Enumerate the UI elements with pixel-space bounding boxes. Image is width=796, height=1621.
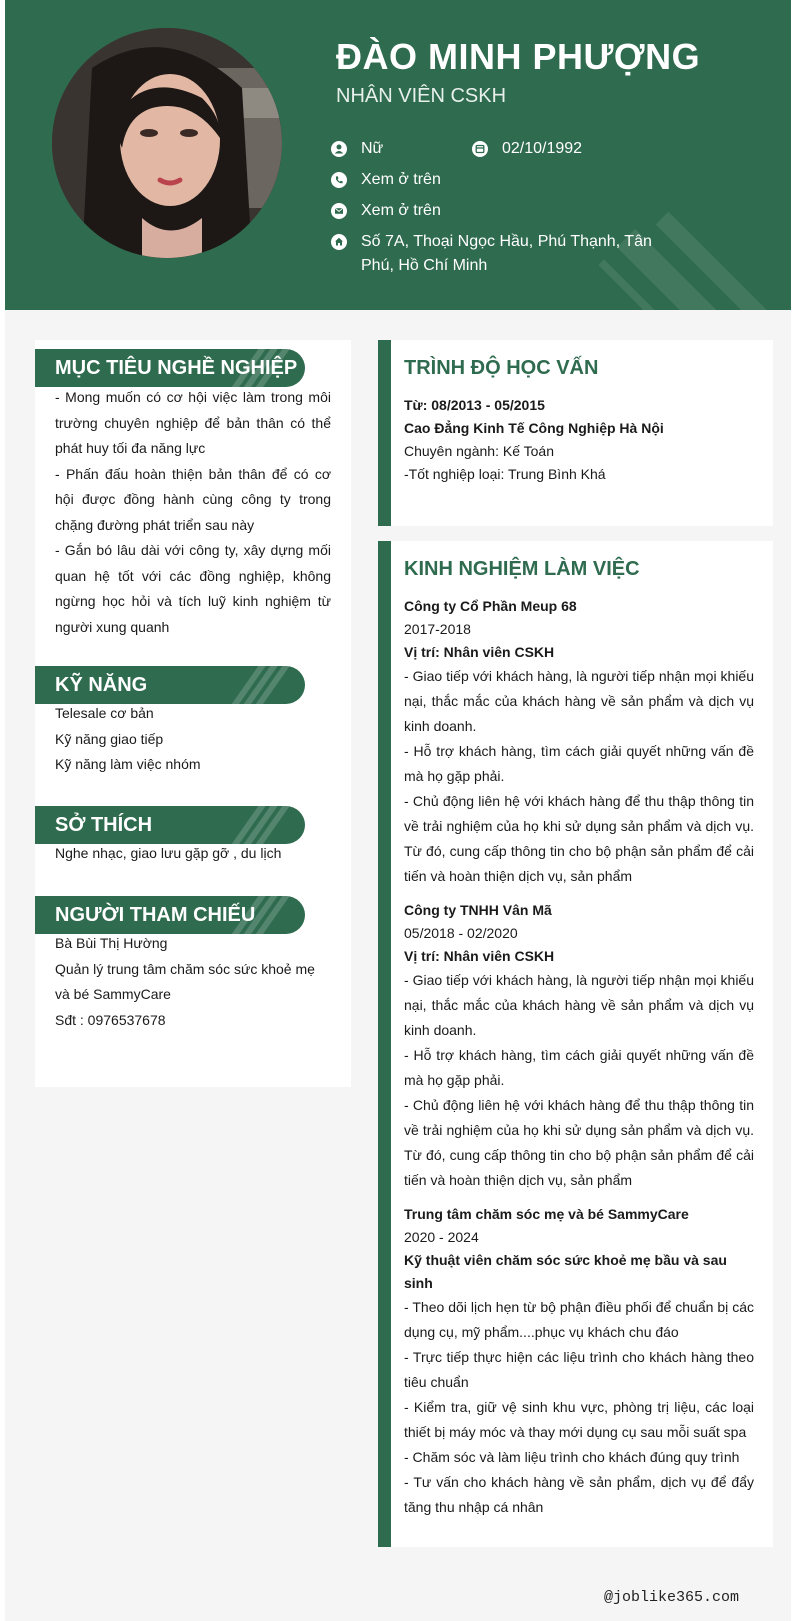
career-goal-text bbox=[55, 385, 331, 640]
birthday-text: 02/10/1992 bbox=[502, 140, 583, 157]
education-major: Chuyên ngành: Kế Toán bbox=[404, 443, 554, 459]
mail-icon bbox=[331, 203, 347, 219]
job-duty: - Giao tiếp với khách hàng, là người tiếp nhận mọi khiếu nại, thắc mắc của khách hàng về sản phẩm và dịch vụ kinh doanh. bbox=[404, 668, 754, 734]
cv-page bbox=[5, 0, 791, 1621]
references-text bbox=[55, 931, 331, 1033]
job-duty: - Giao tiếp với khách hàng, là người tiếp nhận mọi khiếu nại, thắc mắc của khách hàng về sản phẩm và dịch vụ kinh doanh. bbox=[404, 972, 754, 1038]
address-text: Số 7A, Thoại Ngọc Hầu, Phú Thạnh, Tân Phú, Hồ Chí Minh bbox=[361, 233, 652, 274]
job-entry bbox=[404, 899, 754, 1193]
job-position: Vị trí: Nhân viên CSKH bbox=[404, 948, 555, 964]
section-tab-skills bbox=[35, 666, 305, 704]
hobbies-text bbox=[55, 841, 331, 867]
job-duty: - Hỗ trợ khách hàng, tìm cách giải quyết những vấn đề mà họ gặp phải. bbox=[404, 743, 754, 784]
career-goal-heading: MỤC TIÊU NGHỀ NGHIỆP bbox=[55, 357, 298, 379]
phone-icon bbox=[331, 172, 347, 188]
reference-name: Bà Bùi Thị Hường bbox=[55, 935, 168, 951]
education-period: Từ: 08/2013 - 05/2015 bbox=[404, 397, 545, 413]
job-duty: - Kiểm tra, giữ vệ sinh khu vực, phòng trị liệu, các loại thiết bị máy móc và thay mới dụng cụ sau mỗi suất spa bbox=[404, 1399, 754, 1440]
birthday-row bbox=[472, 137, 582, 161]
job-duty: - Trực tiếp thực hiện các liệu trình cho khách hàng theo tiêu chuẩn bbox=[404, 1349, 754, 1390]
user-icon bbox=[331, 141, 347, 157]
job-period: 2017-2018 bbox=[404, 621, 471, 637]
job-entry bbox=[404, 595, 754, 889]
job-company: Trung tâm chăm sóc mẹ và bé SammyCare bbox=[404, 1206, 689, 1222]
avatar bbox=[52, 28, 282, 258]
job-duty: - Tư vấn cho khách hàng về sản phẩm, dịch vụ để đẩy tăng thu nhập cá nhân bbox=[404, 1474, 754, 1515]
career-goal-item: - Phấn đấu hoàn thiện bản thân để có cơ hội được đồng hành cùng công ty trong chặng đường phát triển sau này bbox=[55, 465, 331, 533]
candidate-title: NHÂN VIÊN CSKH bbox=[336, 85, 507, 107]
job-duty: - Chủ động liên hệ với khách hàng để thu thập thông tin về trải nghiệm của họ khi sử dụng sản phẩm và dịch vụ. Từ đó, cung cấp thông tin cho bộ phận sản phẩm để cải tiến và hoàn thiện dịch vụ, sản phẩm bbox=[404, 793, 754, 884]
phone-text: Xem ở trên bbox=[361, 171, 441, 188]
skills-list bbox=[55, 701, 331, 778]
job-period: 05/2018 - 02/2020 bbox=[404, 925, 518, 941]
job-duty: - Hỗ trợ khách hàng, tìm cách giải quyết những vấn đề mà họ gặp phải. bbox=[404, 1047, 754, 1088]
card-accent-bar bbox=[378, 340, 391, 526]
experience-card bbox=[378, 541, 773, 1547]
education-body bbox=[404, 394, 754, 486]
cv-header bbox=[5, 0, 791, 310]
references-heading: NGƯỜI THAM CHIẾU bbox=[55, 904, 256, 926]
section-tab-career-goal bbox=[35, 349, 305, 387]
experience-heading: KINH NGHIỆM LÀM VIỆC bbox=[404, 558, 640, 580]
skills-heading: KỸ NĂNG bbox=[55, 674, 148, 696]
home-icon bbox=[331, 234, 347, 250]
card-accent-bar bbox=[378, 541, 391, 1547]
candidate-name: ĐÀO MINH PHƯỢNG bbox=[336, 36, 701, 77]
footer-watermark: @joblike365.com bbox=[603, 1589, 739, 1606]
gender-text: Nữ bbox=[361, 140, 384, 157]
skill-item: Telesale cơ bản bbox=[55, 705, 154, 721]
career-goal-item: - Gắn bó lâu dài với công ty, xây dựng mối quan hệ tốt với các đồng nghiệp, không ngừng học hỏi và tích luỹ kinh nghiệm từ người xung quanh bbox=[55, 542, 331, 635]
reference-role: Quản lý trung tâm chăm sóc sức khoẻ mẹ và bé SammyCare bbox=[55, 960, 315, 1002]
hobbies-value: Nghe nhạc, giao lưu gặp gỡ , du lịch bbox=[55, 845, 282, 861]
job-duty: - Theo dõi lịch hẹn từ bộ phận điều phối để chuẩn bị các dụng cụ, mỹ phẩm....phục vụ khách chu đáo bbox=[404, 1299, 754, 1340]
hobbies-heading: SỞ THÍCH bbox=[55, 814, 153, 836]
job-entry bbox=[404, 1203, 754, 1520]
skill-item: Kỹ năng giao tiếp bbox=[55, 730, 164, 747]
experience-body bbox=[404, 595, 754, 1530]
education-heading: TRÌNH ĐỘ HỌC VẤN bbox=[404, 357, 599, 379]
education-card bbox=[378, 340, 773, 526]
email-row bbox=[331, 199, 441, 223]
career-goal-item: - Mong muốn có cơ hội việc làm trong môi trường chuyên nghiệp để bản thân có thể phát huy tối đa năng lực bbox=[55, 389, 331, 456]
email-text: Xem ở trên bbox=[361, 202, 441, 219]
left-column bbox=[35, 340, 351, 1087]
job-company: Công ty TNHH Vân Mã bbox=[404, 902, 552, 918]
section-tab-references bbox=[35, 896, 305, 934]
education-grade: -Tốt nghiệp loại: Trung Bình Khá bbox=[404, 466, 606, 482]
phone-row bbox=[331, 168, 441, 192]
section-tab-hobbies bbox=[35, 806, 305, 844]
job-position: Vị trí: Nhân viên CSKH bbox=[404, 644, 555, 660]
job-company: Công ty Cổ Phần Meup 68 bbox=[404, 598, 577, 614]
job-duty: - Chủ động liên hệ với khách hàng để thu thập thông tin về trải nghiệm của họ khi sử dụng sản phẩm và dịch vụ. Từ đó, cung cấp thông tin cho bộ phận sản phẩm để cải tiến và hoàn thiện dịch vụ, sản phẩm bbox=[404, 1097, 754, 1188]
job-period: 2020 - 2024 bbox=[404, 1229, 479, 1245]
education-school: Cao Đẳng Kinh Tế Công Nghiệp Hà Nội bbox=[404, 420, 664, 436]
calendar-icon bbox=[472, 141, 488, 157]
reference-phone: Sđt : 0976537678 bbox=[55, 1011, 166, 1028]
skill-item: Kỹ năng làm việc nhóm bbox=[55, 756, 201, 772]
gender-row bbox=[331, 137, 383, 161]
address-row bbox=[331, 230, 681, 278]
job-position: Kỹ thuật viên chăm sóc sức khoẻ mẹ bầu và sau sinh bbox=[404, 1252, 727, 1291]
job-duty: - Chăm sóc và làm liệu trình cho khách đúng quy trình bbox=[404, 1449, 740, 1465]
